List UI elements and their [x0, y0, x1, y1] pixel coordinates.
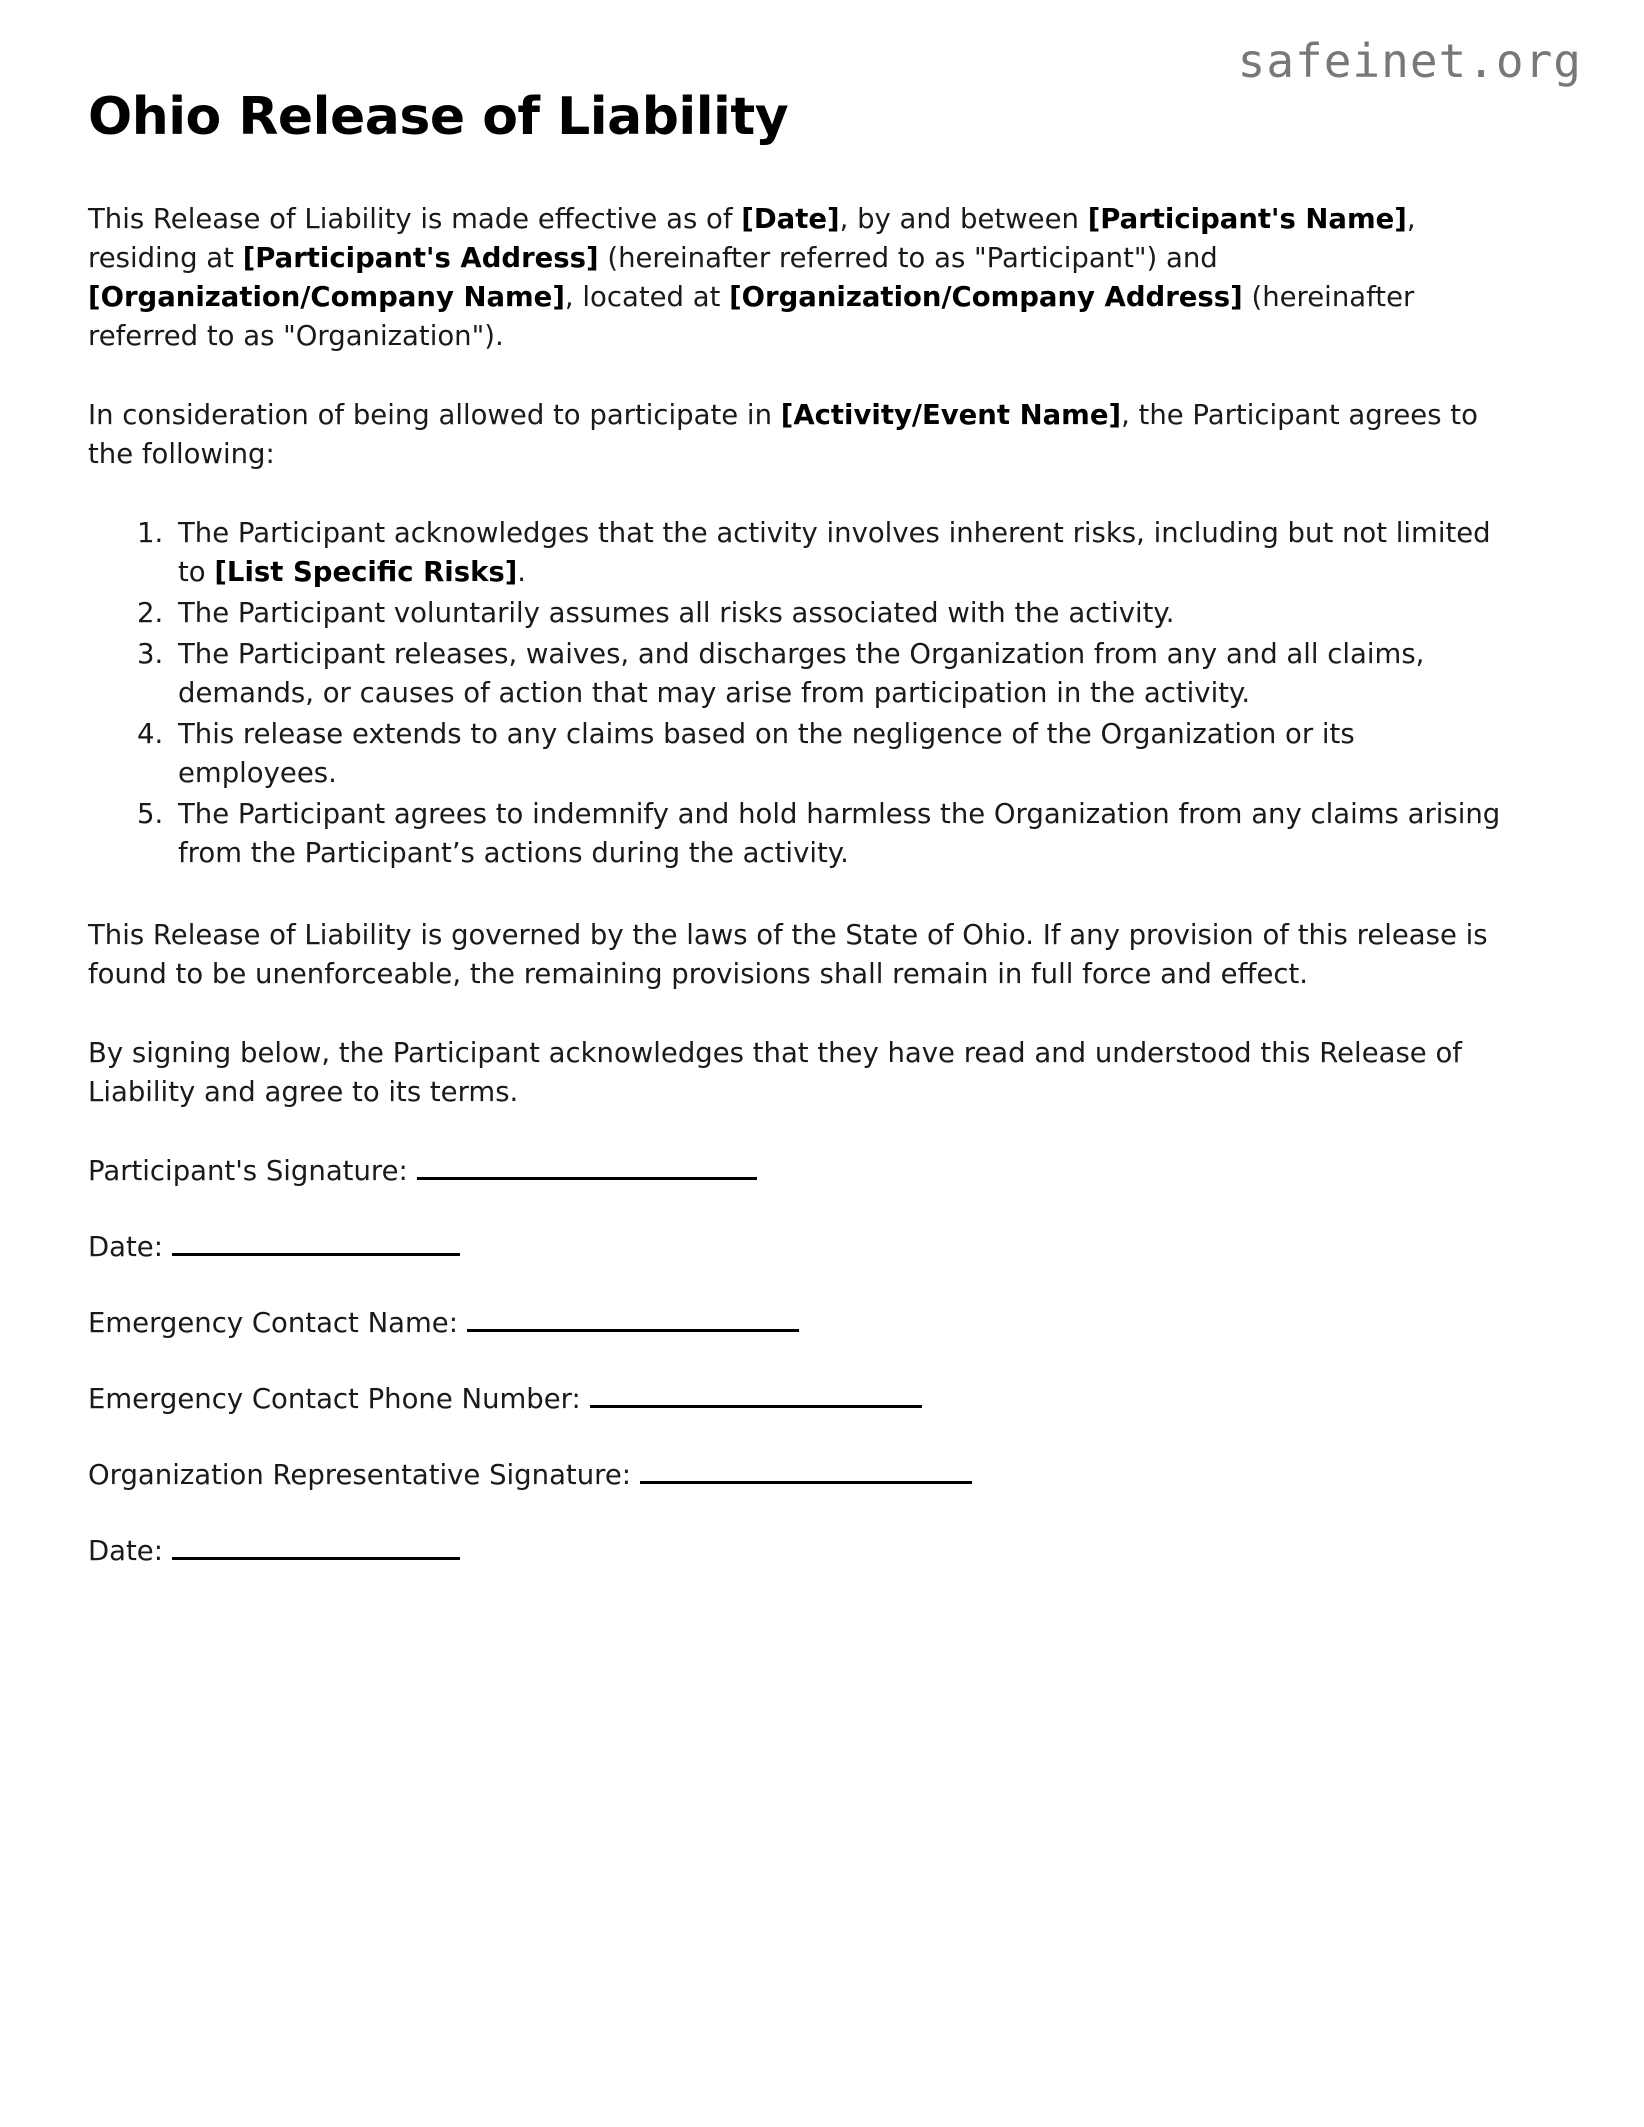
text-run: .	[517, 556, 527, 589]
placeholder-token: [List Specific Risks]	[214, 556, 518, 589]
signature-field-label: Participant's Signature:	[88, 1154, 408, 1187]
signature-fill-line[interactable]	[640, 1458, 972, 1484]
text-run: The Participant releases, waives, and discharges the Organization from any and all claims, demands, or causes of action that may arise from participation in the activity.	[178, 638, 1425, 710]
placeholder-token: [Organization/Company Name]	[88, 280, 565, 313]
list-item	[172, 594, 1508, 633]
text-run: (hereinafter referred to as "Participant") and	[598, 241, 1218, 274]
placeholder-token: [Activity/Event Name]	[780, 398, 1122, 431]
terms-list	[88, 514, 1508, 873]
list-item	[172, 635, 1508, 713]
signature-field-row	[88, 1152, 1508, 1191]
text-run: The Participant acknowledges that the activity involves inherent risks, including but not limited to	[178, 517, 1491, 589]
list-item	[172, 795, 1508, 873]
text-run: In consideration of being allowed to participate in	[88, 398, 781, 431]
list-item	[172, 715, 1508, 793]
signature-field-label: Organization Representative Signature:	[88, 1458, 632, 1491]
placeholder-token: [Date]	[741, 202, 840, 235]
placeholder-token: [Organization/Company Address]	[729, 280, 1243, 313]
signature-field-label: Emergency Contact Phone Number:	[88, 1382, 581, 1415]
text-run: , residing at	[88, 202, 1416, 274]
signature-field-row	[88, 1304, 1508, 1343]
signature-field-label: Date:	[88, 1534, 163, 1567]
text-run: , located at	[564, 280, 730, 313]
signature-field-row	[88, 1380, 1508, 1419]
site-watermark: safeinet.org	[1237, 34, 1582, 88]
signature-field-label: Emergency Contact Name:	[88, 1306, 458, 1339]
signature-fill-line[interactable]	[467, 1306, 799, 1332]
signature-block	[88, 1152, 1508, 1571]
placeholder-token: [Participant's Name]	[1087, 202, 1407, 235]
signature-field-row	[88, 1456, 1508, 1495]
signature-field-row	[88, 1532, 1508, 1571]
text-run: The Participant agrees to indemnify and hold harmless the Organization from any claims arising from the Participant’s actions during the activity.	[178, 798, 1501, 870]
page-title: Ohio Release of Liability	[88, 87, 789, 147]
signature-fill-line[interactable]	[417, 1154, 757, 1180]
signature-field-row	[88, 1228, 1508, 1267]
document-content	[88, 88, 1508, 1608]
text-run: The Participant voluntarily assumes all risks associated with the activity.	[178, 597, 1175, 630]
placeholder-token: [Participant's Address]	[242, 241, 599, 274]
text-run: This Release of Liability is made effective as of	[88, 202, 742, 235]
text-run: (hereinafter referred to as "Organization").	[88, 280, 1415, 352]
signature-fill-line[interactable]	[172, 1534, 460, 1560]
governing-law-paragraph	[88, 916, 1508, 994]
intro-paragraph	[88, 200, 1508, 356]
signature-fill-line[interactable]	[590, 1382, 922, 1408]
text-run: By signing below, the Participant acknowledges that they have read and understood this Release of Liability and agree to its terms.	[88, 1036, 1462, 1108]
text-run: This release extends to any claims based on the negligence of the Organization or its employees.	[178, 718, 1355, 790]
acknowledgement-paragraph	[88, 1034, 1508, 1112]
list-item	[172, 514, 1508, 592]
text-run: , the Participant agrees to the following:	[88, 398, 1478, 471]
text-run: , by and between	[839, 202, 1088, 235]
consideration-paragraph	[88, 396, 1508, 474]
text-run: This Release of Liability is governed by the laws of the State of Ohio. If any provision of this release is found to be unenforceable, the remaining provisions shall remain in full force and effect.	[88, 918, 1488, 990]
signature-fill-line[interactable]	[172, 1230, 460, 1256]
signature-field-label: Date:	[88, 1230, 163, 1263]
